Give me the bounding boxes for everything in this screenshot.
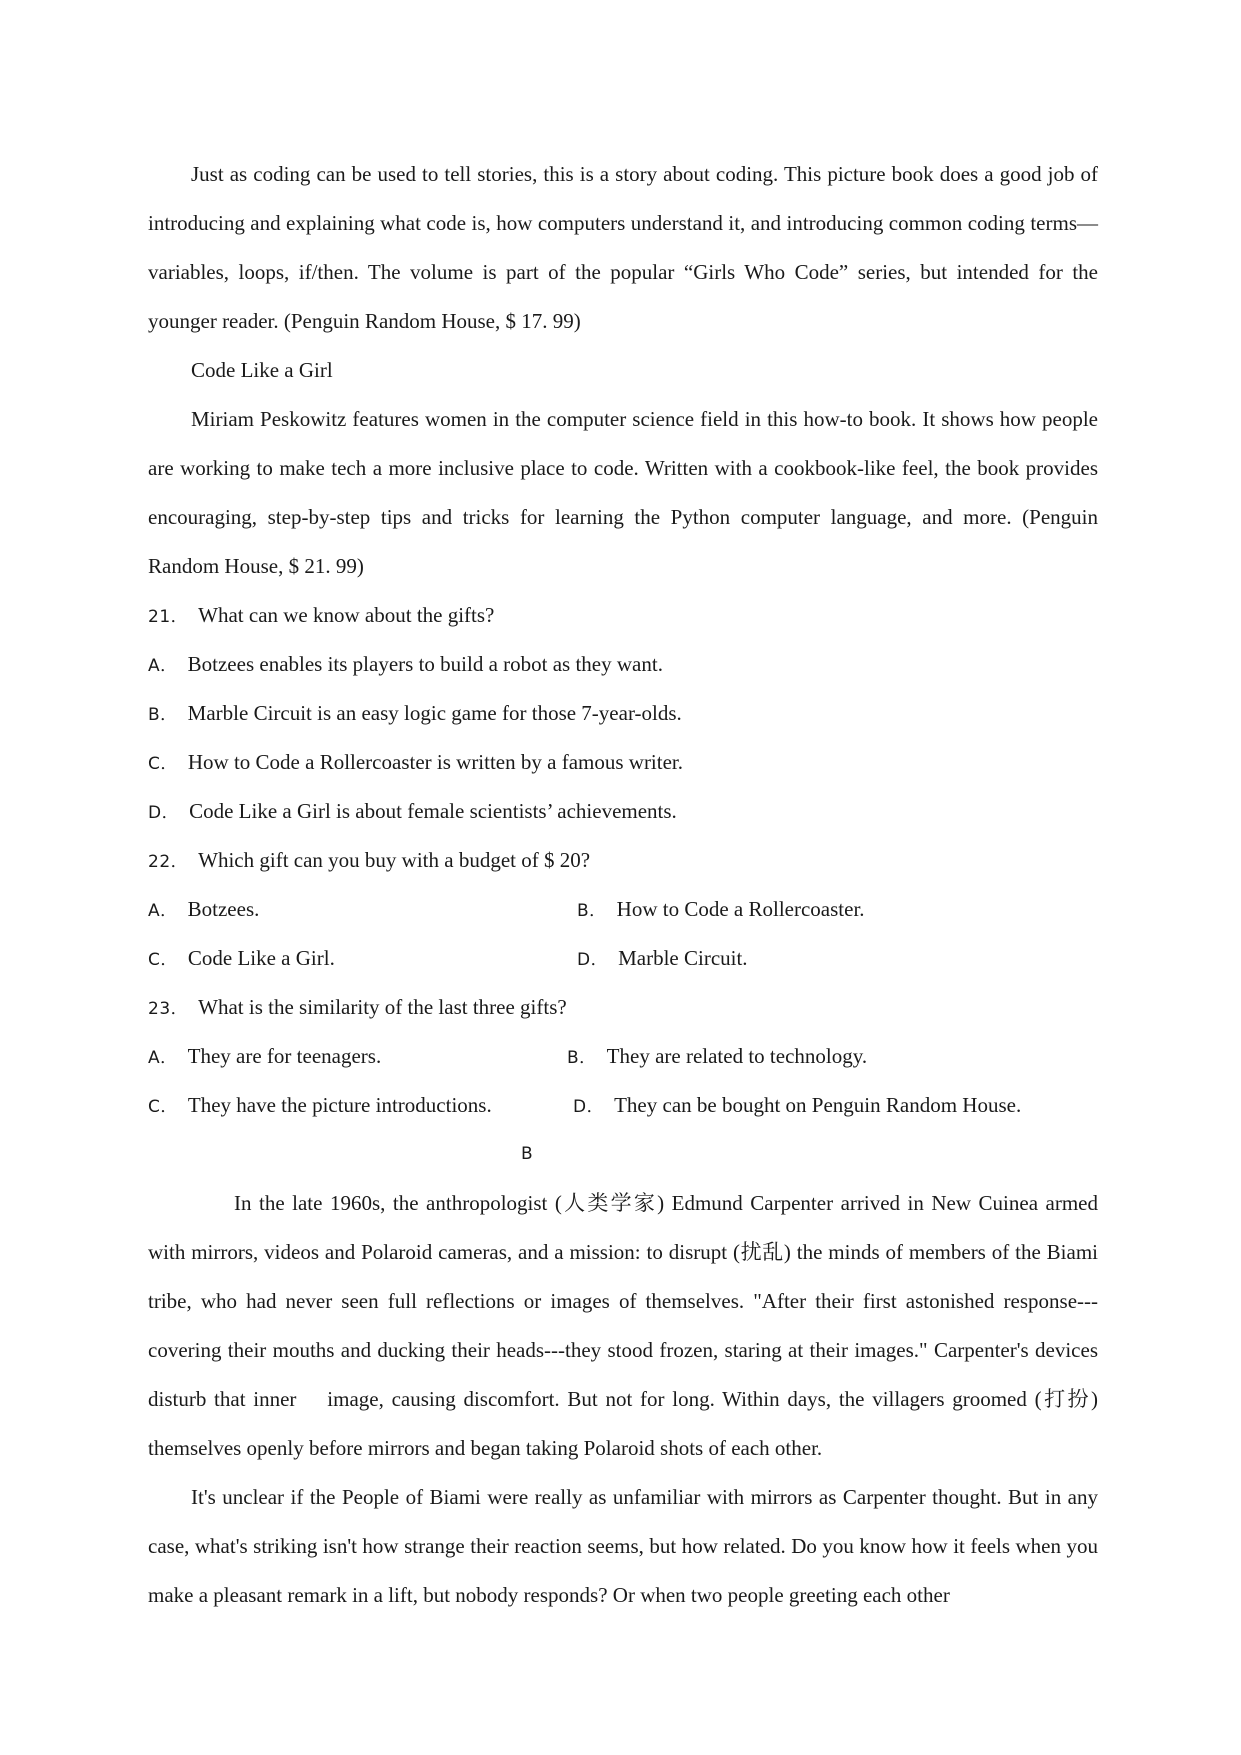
option-label: A．	[148, 1048, 178, 1068]
question-23-options-row-2	[148, 1081, 1098, 1130]
question-21-option-a	[148, 640, 1098, 689]
question-23-option-a	[148, 1044, 381, 1068]
document-page	[148, 150, 1104, 1620]
option-label: D．	[573, 1097, 605, 1117]
question-21-option-c	[148, 738, 1098, 787]
option-text: They are for teenagers.	[187, 1044, 382, 1068]
section-heading: B	[521, 1144, 533, 1164]
option-text: Botzees.	[187, 897, 260, 921]
option-text: They are related to technology.	[606, 1044, 868, 1068]
question-21-option-d	[148, 787, 1098, 836]
question-22-option-a	[148, 897, 259, 921]
passage-b-paragraph-1: In the late 1960s, the anthropologist (人类学家) Edmund Carpenter arrived in New Cuinea armed with mirrors, videos and Polaroid cameras, and a mission: to disrupt (扰乱) the minds of members of the Biami tribe, who had never seen full reflections or images of themselves. "After their first astonished response---covering their mouths and ducking their heads---they stood frozen, staring at their images." Carpenter's devices disturb that inner image, causing discomfort. But not for long. Within days, the villagers groomed (打扮) themselves openly before mirrors and began taking Polaroid shots of each other.	[148, 1191, 1104, 1460]
question-number: 23．	[148, 999, 189, 1019]
option-text: How to Code a Rollercoaster.	[616, 897, 865, 921]
question-number: 22．	[148, 852, 189, 872]
option-text: They can be bought on Penguin Random House.	[614, 1093, 1022, 1117]
option-label: B．	[148, 705, 178, 725]
question-22-option-d	[577, 934, 748, 985]
question-number: 21．	[148, 607, 189, 627]
option-text: Marble Circuit is an easy logic game for those 7-year-olds.	[187, 701, 682, 725]
book-title: Code Like a Girl	[191, 358, 333, 382]
question-text: What can we know about the gifts?	[198, 603, 495, 627]
question-22-options-row-2	[148, 934, 1098, 983]
question-21	[148, 591, 1098, 640]
option-text: They have the picture introductions.	[187, 1093, 492, 1117]
question-22-option-b	[577, 885, 865, 936]
question-23-options-row-1	[148, 1032, 1098, 1081]
question-21-option-b	[148, 689, 1098, 738]
question-23-option-d	[573, 1081, 1021, 1132]
option-label: B．	[567, 1048, 597, 1068]
option-text: Marble Circuit.	[618, 946, 748, 970]
passage-a-paragraph-2: Miriam Peskowitz features women in the computer science field in this how-to book. It shows how people are working to make tech a more inclusive place to code. Written with a cookbook-like feel, the book provides encouraging, step-by-step tips and tricks for learning the Python computer language, and more. (Penguin Random House, $ 21. 99)	[148, 407, 1098, 578]
question-23-option-b	[567, 1032, 867, 1083]
question-text: Which gift can you buy with a budget of $ 20?	[198, 848, 591, 872]
passage-a-paragraph-1: Just as coding can be used to tell stories, this is a story about coding. This picture book does a good job of introducing and explaining what code is, how computers understand it, and introducing common coding terms—variables, loops, if/then. The volume is part of the popular “Girls Who Code” series, but intended for the younger reader. (Penguin Random House, $ 17. 99)	[148, 162, 1098, 333]
question-22	[148, 836, 1098, 885]
passage-b-paragraph-2: It's unclear if the People of Biami were really as unfamiliar with mirrors as Carpenter thought. But in any case, what's striking isn't how strange their reaction seems, but how related. Do you know how it feels when you make a pleasant remark in a lift, but nobody responds? Or when two people greeting each other	[148, 1485, 1098, 1607]
option-label: D．	[577, 950, 609, 970]
option-label: C．	[148, 1097, 178, 1117]
option-text: How to Code a Rollercoaster is written by a famous writer.	[187, 750, 684, 774]
option-label: C．	[148, 950, 178, 970]
option-text: Botzees enables its players to build a robot as they want.	[187, 652, 663, 676]
option-text: Code Like a Girl is about female scientists’ achievements.	[189, 799, 677, 823]
option-label: C．	[148, 754, 178, 774]
option-label: B．	[577, 901, 607, 921]
question-23-option-c	[148, 1093, 492, 1117]
option-label: D．	[148, 803, 180, 823]
question-23	[148, 983, 1098, 1032]
question-22-options-row-1	[148, 885, 1098, 934]
question-text: What is the similarity of the last three gifts?	[198, 995, 567, 1019]
option-label: A．	[148, 656, 178, 676]
option-text: Code Like a Girl.	[187, 946, 335, 970]
option-label: A．	[148, 901, 178, 921]
question-22-option-c	[148, 946, 335, 970]
